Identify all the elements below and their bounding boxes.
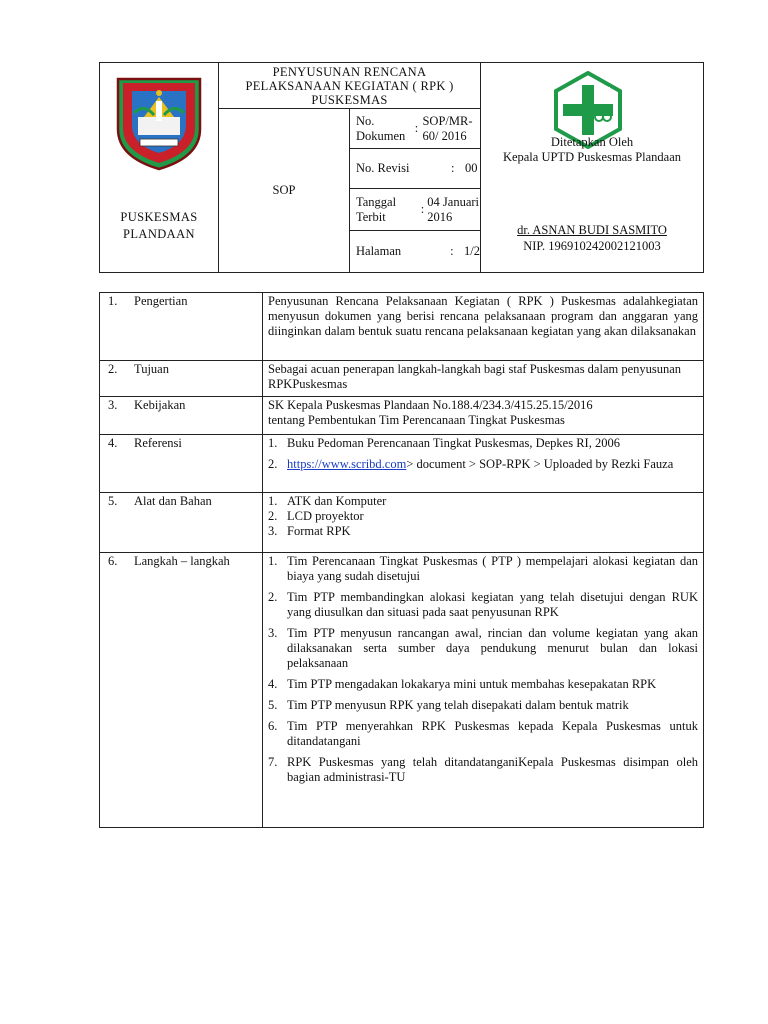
item-text: Tim PTP menyusun rancangan awal, rincian dan volume kegiatan yang akan dilaksanakan serta sumber daya pendukung menurut bulan dan lokasi pelaksanaan: [287, 626, 698, 670]
section-kebijakan: [100, 397, 704, 435]
title-line3: PUSKESMAS: [311, 92, 388, 107]
item-text: [287, 457, 698, 472]
section-number: 4.: [108, 436, 118, 450]
section-number: 5.: [108, 494, 118, 508]
item-number: 5.: [268, 698, 278, 712]
kebijakan-line1: SK Kepala Puskesmas Plandaan No.188.4/234.3/415.25.15/2016: [268, 398, 593, 412]
list-item: [268, 457, 698, 472]
sop-header-table: [99, 62, 704, 273]
section-number: 2.: [108, 362, 118, 376]
item-number: 3.: [268, 524, 278, 538]
item-number: 7.: [268, 755, 278, 769]
section-langkah: [100, 553, 704, 828]
item-number: 2.: [268, 457, 278, 471]
section-tujuan: [100, 361, 704, 397]
item-text: RPK Puskesmas yang telah ditandatanganiKepala Puskesmas disimpan oleh bagian administrasi-TU: [287, 755, 698, 784]
item-text: Tim PTP menyusun RPK yang telah disepakati dalam bentuk matrik: [287, 698, 629, 712]
item-text: Tim PTP menyerahkan RPK Puskesmas kepada Kepala Puskesmas untuk ditandatangani: [287, 719, 698, 748]
list-item: [268, 554, 698, 584]
scribd-link[interactable]: https://www.scribd.com: [287, 457, 407, 471]
no-dokumen-colon: :: [414, 121, 419, 135]
halaman-label: Halaman: [356, 244, 402, 258]
item-number: 1.: [268, 494, 278, 508]
item-number: 6.: [268, 719, 278, 733]
kepala-uptd: Kepala UPTD Puskesmas Plandaan: [502, 150, 682, 164]
item-text-rest: > document > SOP-RPK > Uploaded by Rezki Fauza: [406, 457, 674, 471]
no-revisi-colon: :: [451, 161, 455, 175]
item-text: Tim PTP membandingkan alokasi kegiatan yang telah disetujui dengan RUK yang diusulkan dan situasi pada saat penyusunan RPK: [287, 590, 698, 619]
item-text: Format RPK: [287, 524, 351, 538]
item-number: 1.: [268, 554, 278, 568]
section-number: 6.: [108, 554, 118, 568]
signatory-nip: NIP. 196910242002121003: [523, 239, 661, 253]
section-label: [100, 435, 263, 493]
ditetapkan-oleh: Ditetapkan Oleh: [550, 135, 634, 149]
item-number: 2.: [268, 590, 278, 604]
list-item: [268, 677, 698, 692]
section-label: [100, 553, 263, 828]
section-title: Alat dan Bahan: [134, 494, 212, 508]
section-number: 3.: [108, 398, 118, 412]
title-line1: PENYUSUNAN RENCANA: [272, 64, 427, 79]
list-item: [268, 524, 698, 539]
section-pengertian: [100, 293, 704, 361]
title-line2: PELAKSANAAN KEGIATAN ( RPK ): [245, 78, 454, 93]
item-text: Tim PTP mengadakan lokakarya mini untuk membahas kesepakatan RPK: [287, 677, 657, 691]
no-revisi-value: 00: [465, 161, 478, 175]
halaman-value: 1/2: [464, 244, 480, 258]
org-name-line2: PLANDAAN: [123, 227, 195, 241]
list-item: [268, 626, 698, 671]
list-item: [268, 755, 698, 785]
org-logo-cell: [100, 63, 219, 273]
section-label: [100, 397, 263, 435]
section-title: Pengertian: [134, 294, 188, 308]
tanggal-terbit-value: 04 Januari 2016: [427, 194, 480, 224]
sop-label: SOP: [219, 109, 350, 273]
section-title: Tujuan: [134, 362, 169, 376]
item-number: 3.: [268, 626, 278, 640]
section-title: Kebijakan: [134, 398, 186, 412]
no-dokumen-row: [350, 109, 481, 149]
no-dokumen-value: SOP/MR-60/ 2016: [422, 113, 473, 143]
item-number: 1.: [268, 436, 278, 450]
list-item: [268, 698, 698, 713]
halaman-row: [350, 231, 481, 273]
list-item: [268, 436, 698, 451]
list-item: [268, 590, 698, 620]
section-number: 1.: [108, 294, 118, 308]
section-label: [100, 293, 263, 361]
org-name: [100, 209, 218, 243]
langkah-list: [263, 553, 704, 828]
approval-cell: [481, 63, 704, 273]
section-title: Langkah – langkah: [134, 554, 230, 568]
kebijakan-line2: tentang Pembentukan Tim Perencanaan Tingkat Puskesmas: [268, 413, 565, 427]
list-item: [268, 719, 698, 749]
list-item: [268, 494, 698, 509]
sop-body-table: [99, 292, 704, 828]
item-number: 4.: [268, 677, 278, 691]
section-title: Referensi: [134, 436, 182, 450]
section-label: [100, 361, 263, 397]
section-label: [100, 493, 263, 553]
no-revisi-row: [350, 149, 481, 189]
section-alat-bahan: [100, 493, 704, 553]
halaman-colon: :: [450, 244, 454, 258]
org-name-line1: PUSKESMAS: [120, 210, 198, 224]
referensi-list: [263, 435, 704, 493]
pengertian-text: Penyusunan Rencana Pelaksanaan Kegiatan ( RPK ) Puskesmas adalahkegiatan menyusun dokumen yang berisi rencana pelaksanaan program dan anggaran yang diinginkan dalam bentuk suatu rencana pelaksanaan kegiatan yang akan dilaksanakan: [263, 293, 704, 361]
signatory-name: dr. ASNAN BUDI SASMITO: [517, 223, 667, 237]
kebijakan-text: [263, 397, 704, 435]
item-text: ATK dan Komputer: [287, 494, 387, 508]
tanggal-terbit-label: Tanggal Terbit: [356, 194, 397, 224]
item-number: 2.: [268, 509, 278, 523]
tanggal-terbit-colon: :: [420, 202, 425, 216]
tujuan-text: Sebagai acuan penerapan langkah-langkah bagi staf Puskesmas dalam penyusunan RPKPuskesmas: [263, 361, 704, 397]
list-item: [268, 509, 698, 524]
item-text: LCD proyektor: [287, 509, 364, 523]
alat-list: [263, 493, 704, 553]
tanggal-terbit-row: [350, 189, 481, 231]
no-revisi-label: No. Revisi: [356, 161, 410, 175]
section-referensi: [100, 435, 704, 493]
no-dokumen-label: No. Dokumen: [356, 113, 406, 143]
item-text: Tim Perencanaan Tingkat Puskesmas ( PTP ) mempelajari alokasi kegiatan dan biaya yang sudah disetujui: [287, 554, 698, 583]
document-title: [219, 63, 481, 109]
item-text: Buku Pedoman Perencanaan Tingkat Puskesmas, Depkes RI, 2006: [287, 436, 620, 450]
regency-emblem-icon: [114, 73, 204, 173]
